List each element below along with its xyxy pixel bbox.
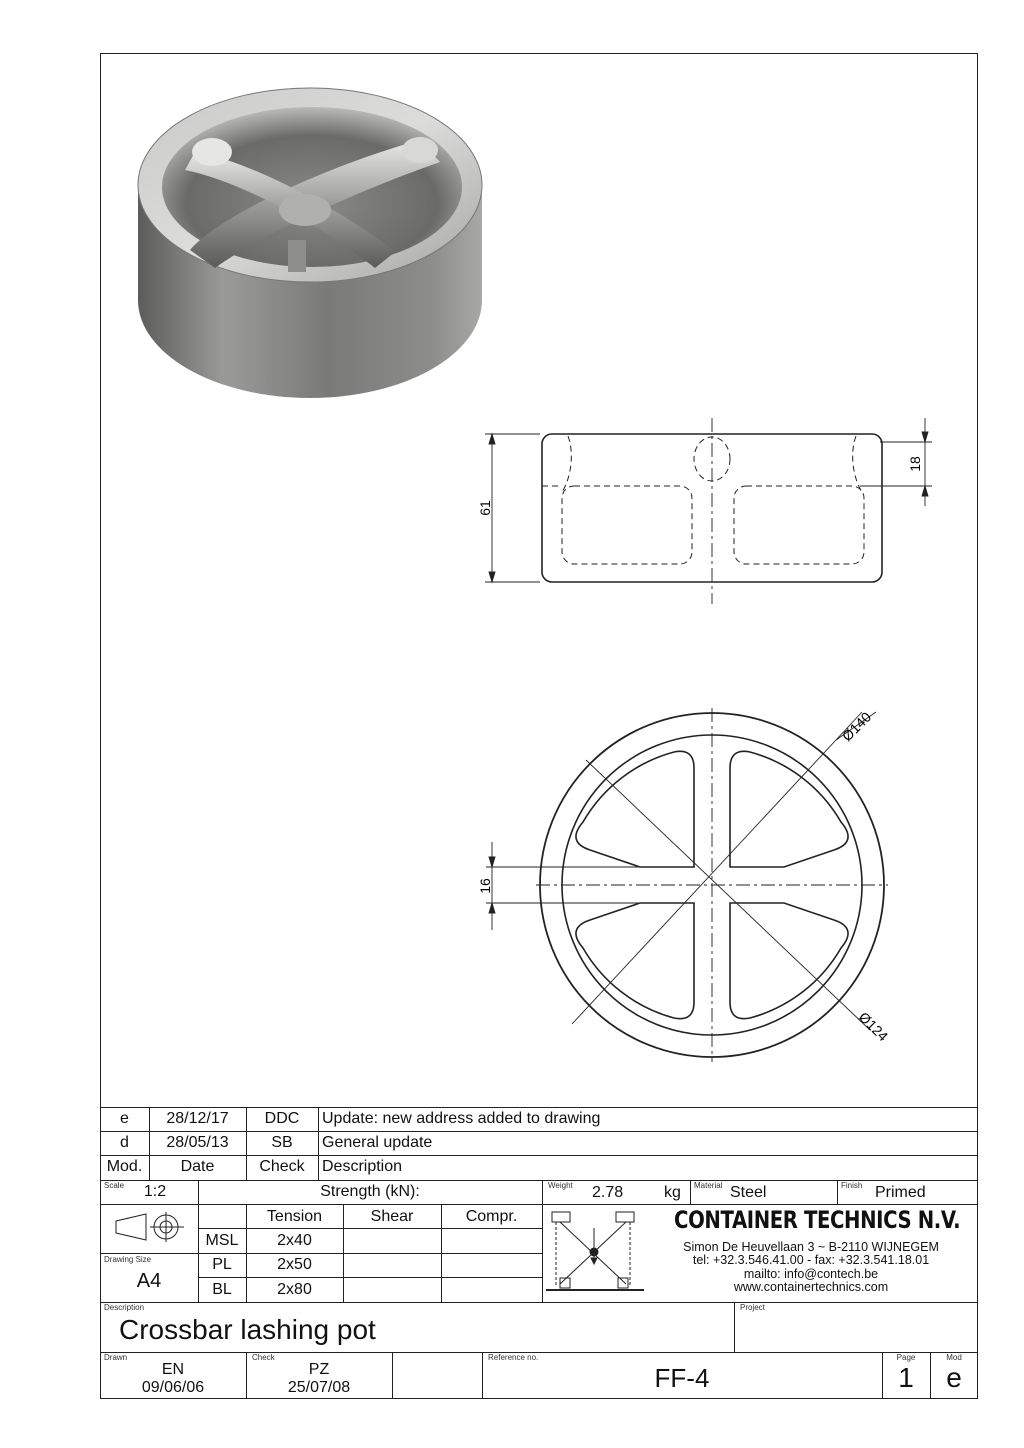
- strength-row-pl-name: PL: [212, 1256, 232, 1273]
- mod-value: e: [946, 1362, 962, 1393]
- weight-label: Weight: [548, 1181, 573, 1190]
- strength-row-msl-name: MSL: [205, 1232, 239, 1249]
- rev-header-date: Date: [180, 1158, 215, 1175]
- project-label: Project: [740, 1303, 765, 1312]
- company-address: Simon De Heuvellaan 3 ~ B-2110 WIJNEGEM: [683, 1240, 939, 1254]
- checked-by: PZ: [308, 1361, 330, 1378]
- strength-row-pl-tension: 2x50: [277, 1256, 312, 1273]
- weight-value: 2.78: [592, 1184, 624, 1201]
- reference-label: Reference no.: [488, 1353, 539, 1362]
- dim-inner-diameter: Ø124: [855, 1008, 892, 1045]
- rev-e-date: 28/12/17: [166, 1110, 229, 1127]
- rev-e-description: Update: new address added to drawing: [322, 1110, 601, 1127]
- rev-header-check: Check: [259, 1158, 305, 1175]
- dim-outer-diameter: Ø140: [838, 708, 875, 745]
- scale-label: Scale: [104, 1181, 125, 1190]
- dim-height: 61: [477, 500, 493, 516]
- isometric-render: [138, 88, 482, 398]
- part-description: Crossbar lashing pot: [119, 1314, 376, 1345]
- crossbar-hub: [279, 194, 331, 226]
- drawn-label: Drawn: [104, 1353, 128, 1362]
- rev-d-mod: d: [120, 1134, 129, 1151]
- weight-unit: kg: [664, 1184, 681, 1201]
- company-email[interactable]: mailto: info@contech.be: [743, 1267, 879, 1281]
- drawing-size-label: Drawing Size: [104, 1255, 152, 1264]
- company-name: CONTAINER TECHNICS N.V.: [674, 1206, 961, 1234]
- mod-label: Mod: [946, 1353, 962, 1362]
- rev-header-mod: Mod.: [106, 1158, 143, 1175]
- drawing-size-value: A4: [136, 1270, 162, 1292]
- checked-date: 25/07/08: [287, 1379, 351, 1396]
- rev-d-check: SB: [271, 1134, 293, 1151]
- rev-d-date: 28/05/13: [166, 1134, 229, 1151]
- description-label: Description: [104, 1303, 145, 1312]
- finish-label: Finish: [841, 1181, 863, 1190]
- hidden-pocket-left: [562, 486, 692, 564]
- drawn-date: 09/06/06: [141, 1379, 205, 1396]
- strength-header-shear: Shear: [370, 1208, 414, 1225]
- strength-header-compr: Compr.: [465, 1208, 518, 1225]
- side-view: [485, 418, 932, 604]
- projection-symbol-icon: [112, 1210, 186, 1244]
- hidden-pocket-right: [734, 486, 864, 564]
- bar-end-highlight: [192, 138, 232, 166]
- strength-row-msl-tension: 2x40: [277, 1232, 312, 1249]
- dim-top-depth: 18: [907, 456, 923, 472]
- page-label: Page: [896, 1353, 916, 1362]
- finish-value: Primed: [875, 1184, 926, 1201]
- check-label: Check: [252, 1353, 275, 1362]
- strength-row-bl-tension: 2x80: [277, 1281, 312, 1298]
- material-value: Steel: [730, 1184, 767, 1201]
- pocket-upper-right: [730, 751, 848, 867]
- strength-row-bl-name: BL: [212, 1281, 232, 1298]
- rev-d-description: General update: [322, 1134, 433, 1151]
- rev-header-description: Description: [322, 1158, 403, 1175]
- company-website[interactable]: www.containertechnics.com: [733, 1280, 889, 1294]
- page-number: 1: [898, 1362, 914, 1393]
- strength-header-tension: Tension: [266, 1208, 323, 1225]
- strength-title: Strength (kN):: [320, 1183, 420, 1200]
- rev-e-check: DDC: [264, 1110, 300, 1127]
- bar-end-highlight-2: [402, 137, 438, 163]
- drawn-by: EN: [161, 1361, 185, 1378]
- material-label: Material: [694, 1181, 723, 1190]
- pocket-upper-left: [576, 751, 694, 867]
- dim-bar-width: 16: [477, 878, 493, 894]
- scale-value: 1:2: [143, 1183, 167, 1200]
- rev-e-mod: e: [120, 1110, 129, 1127]
- company-phone: tel: +32.3.546.41.00 - fax: +32.3.541.18.01: [692, 1253, 930, 1267]
- pocket-lower-right: [730, 903, 848, 1019]
- reference-number: FF-4: [654, 1363, 710, 1393]
- company-logo-icon: [546, 1208, 646, 1298]
- center-post: [288, 240, 306, 272]
- top-view: [486, 708, 888, 1062]
